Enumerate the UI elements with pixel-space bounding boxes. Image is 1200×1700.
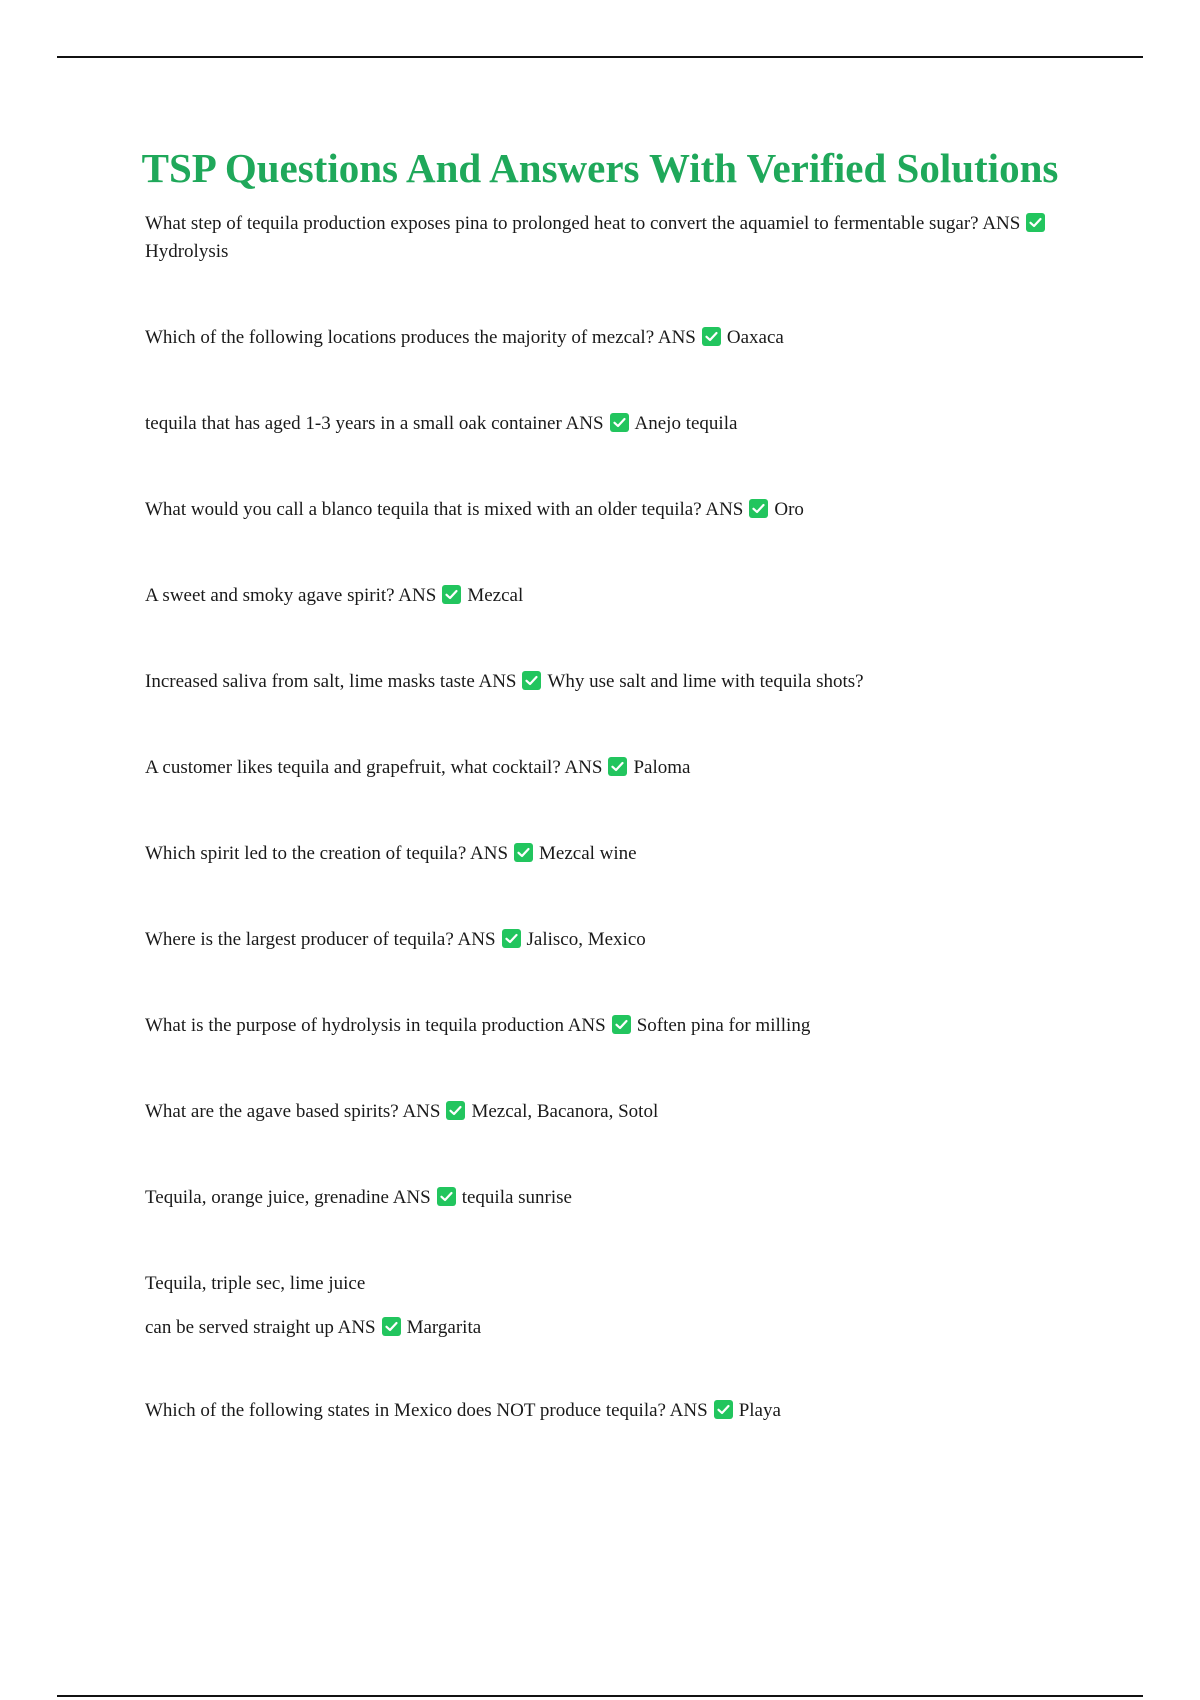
ans-label: ANS [398, 585, 437, 606]
check-box-icon [442, 585, 461, 604]
qa-item [145, 410, 1085, 438]
question-text: Which spirit led to the creation of tequila? [145, 843, 467, 864]
qa-item [145, 1184, 1085, 1212]
answer-text: Paloma [633, 757, 691, 778]
check-box-icon [610, 413, 629, 432]
question-text: What is the purpose of hydrolysis in tequila production [145, 1015, 564, 1036]
answer-text: Hydrolysis [145, 241, 229, 262]
qa-item [145, 582, 1085, 610]
ans-label: ANS [564, 757, 603, 778]
qa-item [145, 1098, 1085, 1126]
check-box-icon [502, 929, 521, 948]
answer-text: Why use salt and lime with tequila shots? [547, 671, 864, 692]
answer-text: Anejo tequila [634, 413, 738, 434]
check-box-icon [514, 843, 533, 862]
ans-label: ANS [470, 843, 509, 864]
qa-item [145, 1397, 1085, 1425]
question-text: Which of the following locations produces the majority of mezcal? [145, 327, 655, 348]
check-box-icon [608, 757, 627, 776]
question-text: A customer likes tequila and grapefruit, what cocktail? [145, 757, 561, 778]
check-box-icon [702, 327, 721, 346]
qa-item [145, 324, 1085, 352]
check-box-icon [446, 1101, 465, 1120]
question-text: Tequila, orange juice, grenadine [145, 1187, 389, 1208]
check-box-icon [382, 1317, 401, 1336]
check-box-icon [1026, 213, 1045, 232]
check-box-icon [612, 1015, 631, 1034]
ans-label: ANS [565, 413, 604, 434]
ans-label: ANS [457, 929, 496, 950]
answer-text: Margarita [406, 1317, 482, 1338]
bottom-rule [57, 1695, 1143, 1697]
qa-item [145, 1012, 1085, 1040]
qa-item [145, 668, 1085, 696]
question-text-line2: can be served straight up [145, 1317, 334, 1338]
ans-label: ANS [669, 1400, 708, 1421]
ans-label: ANS [567, 1015, 606, 1036]
check-box-icon [437, 1187, 456, 1206]
check-box-icon [749, 499, 768, 518]
top-rule [57, 56, 1143, 58]
question-text: A sweet and smoky agave spirit? [145, 585, 395, 606]
question-text: Increased saliva from salt, lime masks taste [145, 671, 475, 692]
ans-label: ANS [657, 327, 696, 348]
answer-text: Oaxaca [726, 327, 784, 348]
question-text: What step of tequila production exposes pina to prolonged heat to convert the aquamiel to fermentable sugar? [145, 213, 979, 234]
question-text: What are the agave based spirits? [145, 1101, 399, 1122]
document-title: TSP Questions And Answers With Verified Solutions [141, 145, 1059, 191]
qa-item [145, 754, 1085, 782]
answer-text: Playa [738, 1400, 781, 1421]
qa-list [145, 210, 1085, 1483]
answer-text: Oro [774, 499, 804, 520]
ans-label: ANS [982, 213, 1021, 234]
ans-label: ANS [478, 671, 517, 692]
answer-text: Mezcal wine [539, 843, 637, 864]
question-text: Which of the following states in Mexico does NOT produce tequila? [145, 1400, 666, 1421]
check-box-icon [714, 1400, 733, 1419]
answer-text: tequila sunrise [461, 1187, 572, 1208]
qa-item [145, 1270, 1085, 1342]
question-text: tequila that has aged 1-3 years in a small oak container [145, 413, 562, 434]
answer-text: Mezcal, Bacanora, Sotol [471, 1101, 659, 1122]
answer-text: Mezcal [467, 585, 524, 606]
answer-text: Jalisco, Mexico [526, 929, 646, 950]
ans-label: ANS [337, 1317, 376, 1338]
question-text: Tequila, triple sec, lime juice [145, 1273, 366, 1294]
qa-item [145, 210, 1085, 266]
ans-label: ANS [705, 499, 744, 520]
question-text: Where is the largest producer of tequila? [145, 929, 454, 950]
answer-text: Soften pina for milling [636, 1015, 811, 1036]
ans-label: ANS [402, 1101, 441, 1122]
ans-label: ANS [392, 1187, 431, 1208]
qa-item [145, 926, 1085, 954]
question-text: What would you call a blanco tequila that is mixed with an older tequila? [145, 499, 702, 520]
qa-item [145, 840, 1085, 868]
qa-item [145, 496, 1085, 524]
check-box-icon [522, 671, 541, 690]
